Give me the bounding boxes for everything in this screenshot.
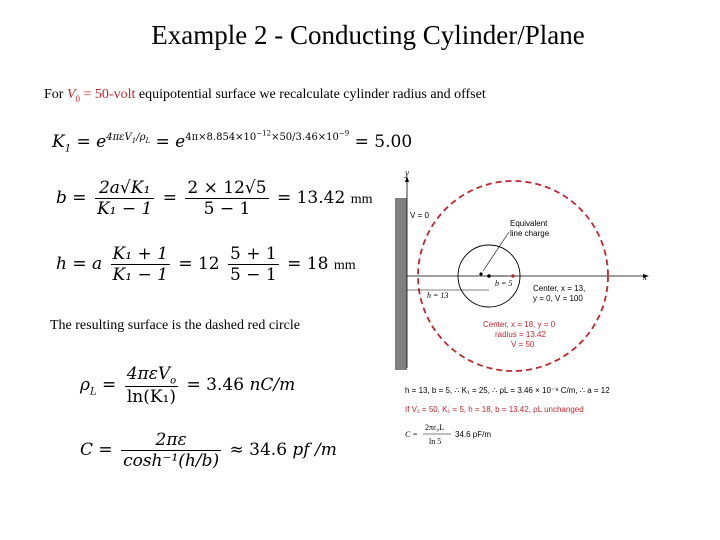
page-title: Example 2 - Conducting Cylinder/Plane xyxy=(151,20,585,50)
equation-b: b = $\frac{\text{2a√K₁}}{\text{K₁ − 1}}$ = $\frac{2 \times 12√5}{5 - 1}$ = 13.42 mm xyxy=(56,178,373,219)
b-label: b = 5 xyxy=(495,279,513,288)
center1-label-1: Center, x = 13, xyxy=(533,284,586,293)
diagram-summary-line2: If V₁ = 50, K₁ = 5, h = 18, b = 13.42, ρL unchanged xyxy=(405,405,584,414)
equation-k1: $K_1 = e^{4\pi\varepsilon V_1/\rho_L} = e^{4\pi\times 8.854\times 10^{-12}\times 50/3.46\times 10^{-9}} = 5.00$ xyxy=(52,130,413,155)
center1-label-2: y = 0, V = 100 xyxy=(533,294,583,303)
equation-capacitance: C = $\frac{2\pi\varepsilon}{\text{cosh⁻¹(h/b)}}$ ≈ 34.6 pf /m xyxy=(80,430,337,471)
line-charge-pointer xyxy=(483,232,509,271)
line-charge-dot xyxy=(479,272,482,275)
diagram-formula-c: C = xyxy=(405,430,418,439)
center2-label-1: Center, x = 18, y = 0 xyxy=(483,320,556,329)
center2-label-2: radius = 13.42 xyxy=(495,330,546,339)
center2-label-3: V = 50 xyxy=(511,340,535,349)
cylinder-plane-diagram xyxy=(395,168,715,540)
diagram-formula-result: 34.6 pF/m xyxy=(455,430,492,439)
x-axis-label: x xyxy=(643,272,647,282)
intro-text xyxy=(44,87,486,104)
conducting-plane xyxy=(395,198,407,370)
diagram-summary-line1: h = 13, b = 5, ∴ K₁ = 25, ∴ ρL = 3.46 × 10⁻⁹ C/m, ∴ a = 12 xyxy=(405,386,610,395)
h-label: h = 13 xyxy=(427,291,449,300)
y-axis-label: y xyxy=(405,168,409,178)
intro-highlight: $V_0$ = 50-volt xyxy=(66,87,136,104)
equation-h: h = a $\frac{\text{K₁ + 1}}{\text{K₁ − 1}}$ = 12 $\frac{5 + 1}{5 - 1}$ = 18 mm xyxy=(56,244,356,285)
equivalent-label-2: line charge xyxy=(510,229,550,238)
equation-rho: $\rho_L$ = $\frac{4\pi\varepsilon V_o}{\text{ln(K₁)}}$ = 3.46 nC/m xyxy=(80,364,296,408)
resulting-surface-note: The resulting surface is the dashed red circle xyxy=(50,318,300,333)
diagram-formula-num: 2πε₀L xyxy=(425,423,445,432)
equivalent-label-1: Equivalent xyxy=(510,219,548,228)
intro-prefix: For xyxy=(44,87,67,102)
diagram-formula-den: ln 5 xyxy=(429,437,442,446)
center-dot-2 xyxy=(511,274,515,278)
v-zero-label: V = 0 xyxy=(410,211,429,220)
intro-rest: equipotential surface we recalculate cylinder radius and offset xyxy=(135,87,486,102)
